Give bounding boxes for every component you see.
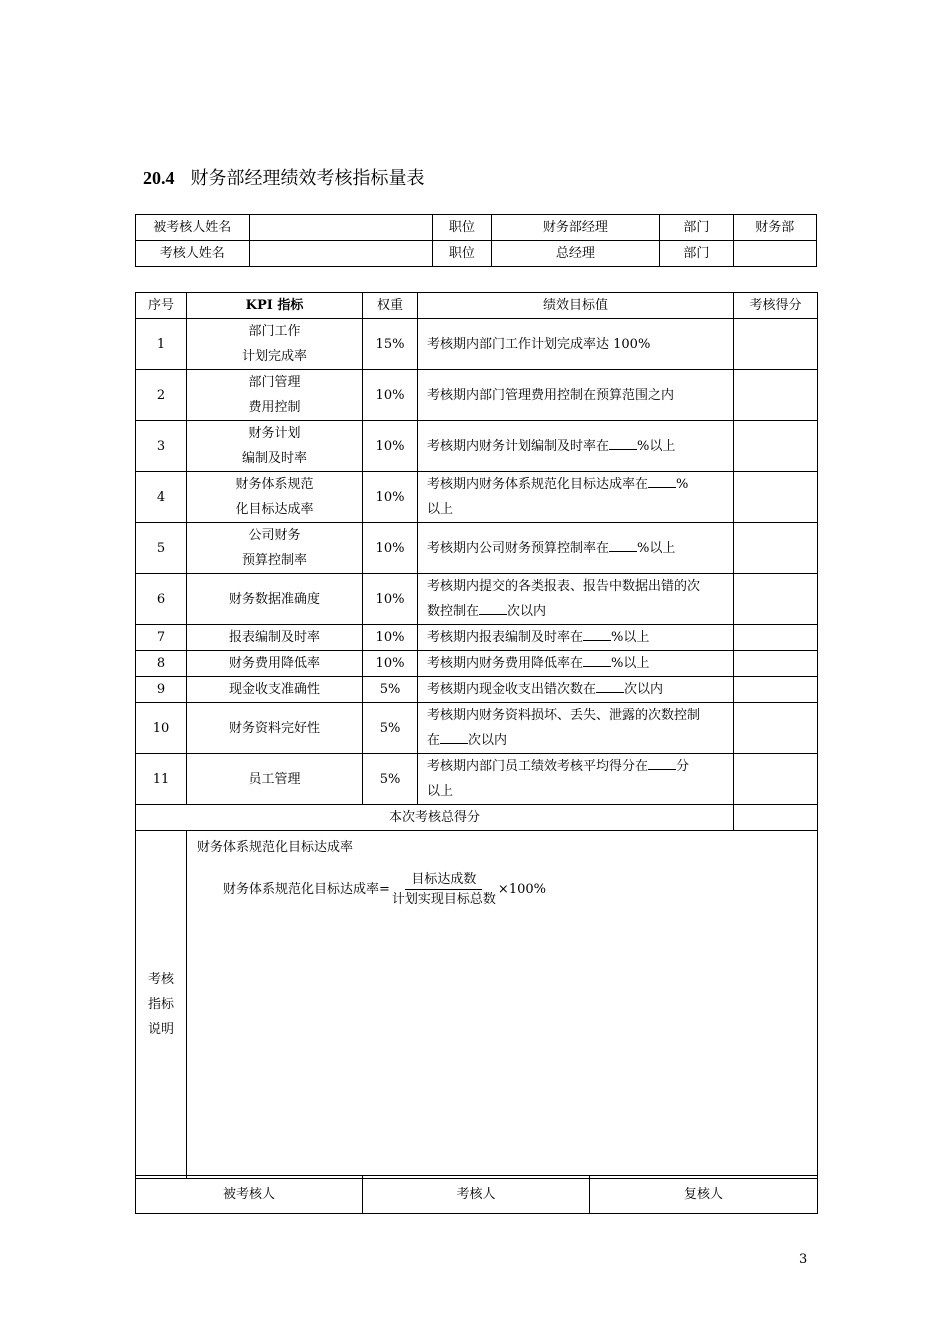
row-score[interactable] [734,625,818,651]
row-kpi: 员工管理 [187,754,363,805]
row-weight: 5% [363,754,418,805]
table-row [136,319,818,370]
section-number: 20.4 [143,168,175,188]
row-seq: 6 [136,574,187,625]
fill-blank[interactable] [583,654,611,667]
kpi-line: 计划完成率 [241,349,307,364]
row-target [418,754,734,805]
row-target [418,703,734,754]
assessee-name-field[interactable] [249,215,433,241]
table-row [136,370,818,421]
formula-denominator: 计划实现目标总数 [391,892,496,907]
row-kpi: 财务费用降低率 [187,651,363,677]
target-text: 考核期内财务费用降低率在 [427,656,584,671]
row-kpi: 财务数据准确度 [187,574,363,625]
header-kpi: KPI 指标 [187,293,363,319]
header-seq: 序号 [136,293,187,319]
row-kpi [187,472,363,523]
row-seq: 10 [136,703,187,754]
assessee-name-label: 被考核人姓名 [136,215,250,241]
explanation-label-line: 考核 [147,972,174,987]
fill-blank[interactable] [609,437,637,450]
explanation-label-line: 说明 [147,1022,174,1037]
explanation-heading: 财务体系规范化目标达成率 [197,840,354,855]
assessor-signature[interactable]: 考核人 [363,1176,590,1214]
explanation-label [136,831,187,1179]
row-score[interactable] [734,677,818,703]
row-score[interactable] [734,319,818,370]
target-text: 考核期内部门员工绩效考核平均得分在 [427,759,649,774]
table-row [136,754,818,805]
row-seq: 1 [136,319,187,370]
kpi-line: 预算控制率 [241,553,307,568]
target-text: 考核期内现金收支出错次数在 [427,682,597,697]
assessor-dept-label: 部门 [660,241,733,267]
row-kpi: 报表编制及时率 [187,625,363,651]
fill-blank[interactable] [583,628,611,641]
formula-fraction [392,870,496,909]
personnel-table [135,214,817,267]
target-text: 考核期内公司财务预算控制率在 [427,540,610,556]
row-target [418,421,734,472]
assessor-name-label: 考核人姓名 [136,241,250,267]
target-text: %以上 [611,630,650,645]
formula [223,870,807,909]
target-text: 考核期内提交的各类报表、报告中数据出错的次 [427,579,701,594]
row-seq: 4 [136,472,187,523]
row-score[interactable] [734,370,818,421]
page-title [143,164,425,190]
target-text: 考核期内财务计划编制及时率在 [427,438,610,454]
row-target [418,625,734,651]
row-kpi [187,319,363,370]
table-row [136,523,818,574]
target-text: 考核期内报表编制及时率在 [427,630,584,645]
table-row [136,472,818,523]
table-row [136,703,818,754]
assessor-row [136,241,817,267]
formula-multiplier: ×100% [497,882,546,897]
signature-row [136,1176,818,1214]
target-text: %以上 [611,656,650,671]
target-text: %以上 [637,438,676,454]
row-score[interactable] [734,523,818,574]
table-row [136,421,818,472]
row-target: 考核期内部门管理费用控制在预算范围之内 [418,370,734,421]
row-score[interactable] [734,754,818,805]
row-target [418,523,734,574]
assessor-name-field[interactable] [249,241,433,267]
kpi-line: 财务体系规范 [235,477,314,492]
target-text: 以上 [427,502,454,517]
signature-table [135,1175,818,1214]
section-title: 财务部经理绩效考核指标量表 [190,168,425,189]
explanation-row [136,831,818,1179]
row-weight: 10% [363,421,418,472]
row-seq: 9 [136,677,187,703]
header-target: 绩效目标值 [418,293,734,319]
row-kpi [187,370,363,421]
explanation-label-line: 指标 [147,997,174,1012]
kpi-line: 部门管理 [248,375,301,390]
row-target [418,651,734,677]
assessee-row [136,215,817,241]
header-score: 考核得分 [734,293,818,319]
target-text: 次以内 [624,682,664,697]
row-kpi: 财务资料完好性 [187,703,363,754]
row-weight: 10% [363,370,418,421]
row-weight: 5% [363,703,418,754]
row-target [418,472,734,523]
formula-lhs: 财务体系规范化目标达成率= [223,882,390,897]
kpi-line: 化目标达成率 [235,502,314,517]
row-target [418,677,734,703]
kpi-line: 部门工作 [248,324,301,339]
row-target [418,574,734,625]
assessee-signature[interactable]: 被考核人 [136,1176,363,1214]
total-row [136,805,818,831]
assessee-position-label: 职位 [433,215,491,241]
table-row [136,677,818,703]
row-weight: 10% [363,574,418,625]
target-text: 数控制在 [427,604,480,619]
row-weight: 10% [363,472,418,523]
total-score-value[interactable] [734,805,818,831]
kpi-line: 编制及时率 [241,451,307,466]
row-score[interactable] [734,574,818,625]
row-weight: 10% [363,625,418,651]
row-seq: 8 [136,651,187,677]
fill-blank[interactable] [648,757,676,770]
assessee-dept-label: 部门 [660,215,733,241]
fill-blank[interactable] [479,602,507,615]
reviewer-signature[interactable]: 复核人 [590,1176,818,1214]
assessee-dept-value: 财务部 [733,215,816,241]
assessor-dept-value[interactable] [733,241,816,267]
row-weight: 15% [363,319,418,370]
assessee-position-value: 财务部经理 [491,215,660,241]
row-score[interactable] [734,651,818,677]
kpi-line: 费用控制 [248,400,301,415]
row-weight: 5% [363,677,418,703]
row-seq: 7 [136,625,187,651]
table-row [136,574,818,625]
target-text: 考核期内财务资料损坏、丢失、泄露的次数控制 [427,708,701,723]
row-seq: 5 [136,523,187,574]
kpi-table [135,292,818,1179]
target-text: 考核期内财务体系规范化目标达成率在 [427,477,649,492]
table-row [136,651,818,677]
target-text: 次以内 [468,733,508,748]
assessor-position-value: 总经理 [491,241,660,267]
fill-blank[interactable] [596,680,624,693]
total-score-label: 本次考核总得分 [136,805,734,831]
row-seq: 11 [136,754,187,805]
explanation-content [187,831,818,1179]
target-text: %以上 [637,540,676,556]
row-target: 考核期内部门工作计划完成率达 100% [418,319,734,370]
kpi-line: 公司财务 [248,528,301,543]
table-row [136,625,818,651]
assessor-position-label: 职位 [433,241,491,267]
header-weight: 权重 [363,293,418,319]
target-text: 以上 [427,784,454,799]
target-text: 分 [676,759,690,774]
formula-numerator: 目标达成数 [405,870,482,890]
row-weight: 10% [363,523,418,574]
row-seq: 2 [136,370,187,421]
row-kpi: 现金收支准确性 [187,677,363,703]
fill-blank[interactable] [609,539,637,552]
row-score[interactable] [734,472,818,523]
row-seq: 3 [136,421,187,472]
row-score[interactable] [734,703,818,754]
target-text: 次以内 [507,604,547,619]
row-score[interactable] [734,421,818,472]
target-text: 在 [427,733,441,748]
row-kpi [187,421,363,472]
row-kpi [187,523,363,574]
target-text: % [676,477,689,492]
kpi-header-row [136,293,818,319]
row-weight: 10% [363,651,418,677]
fill-blank[interactable] [648,475,676,488]
kpi-line: 财务计划 [248,426,301,441]
page-number: 3 [799,1252,808,1267]
fill-blank[interactable] [440,731,468,744]
